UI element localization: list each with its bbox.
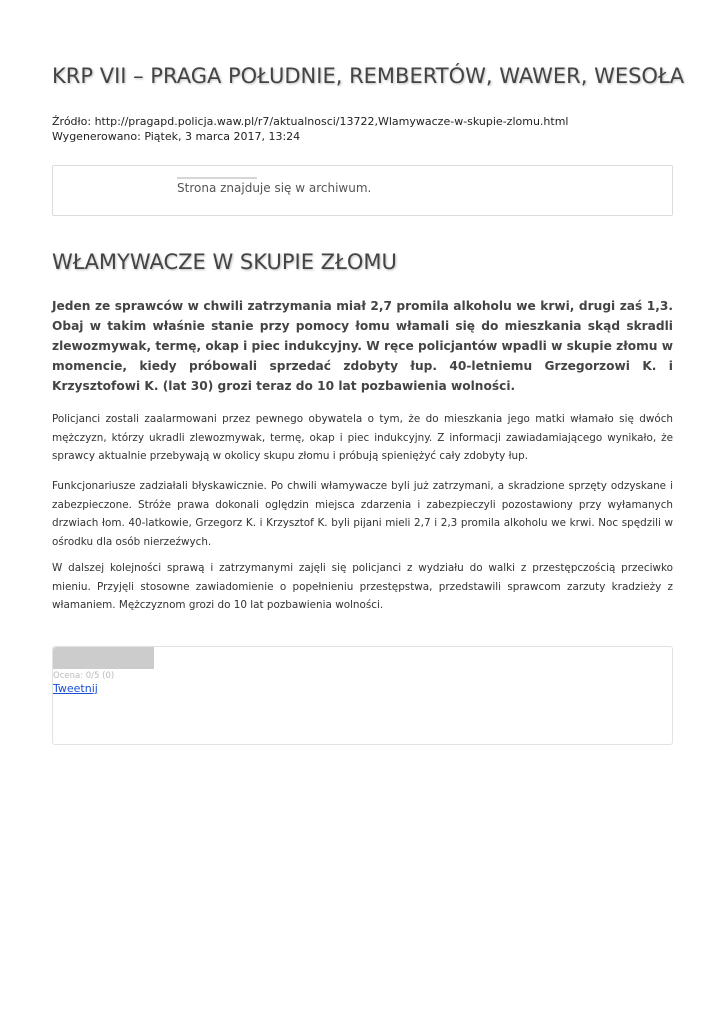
- archive-notice-box: [52, 165, 673, 216]
- article-lead: Jeden ze sprawców w chwili zatrzymania miał 2,7 promila alkoholu we krwi, drugi zaś 1,3. Obaj w takim właśnie stanie przy pomocy łomu włamali się do mieszkania skąd skradli zlewozmywak, termę, okap i piec indukcyjny. W ręce policjantów wpadli w skupie złomu w momencie, kiedy próbowali sprzedać zdobyty łup. 40-letniemu Grzegorzowi K. i Krzysztofowi K. (lat 30) grozi teraz do 10 lat pozbawienia wolności.: [52, 299, 673, 393]
- article-paragraph-3: W dalszej kolejności sprawą i zatrzymanymi zajęli się policjanci z wydziału do walki z przestępczością przeciwko mieniu. Przyjęli stosowne zawiadomienie o popełnieniu przestępstwa, przedstawili sprawcom zarzuty kradzieży z włamaniem. Mężczyznom grozi do 10 lat pozbawienia wolności.: [52, 562, 673, 611]
- article-title: WŁAMYWACZE W SKUPIE ZŁOMU: [52, 250, 397, 274]
- article-paragraph-2: Funkcjonariusze zadziałali błyskawicznie. Po chwili włamywacze byli już zatrzymani, a skradzione sprzęty odzyskane i zabezpieczone. Stróże prawa dokonali oględzin miejsca zdarzenia i zabezpieczyli pozostawiony przy wyłamanych drzwiach łom. 40-latkowie, Grzegorz K. i Krzysztof K. byli pijani mieli 2,7 i 2,3 promila alkoholu we krwi. Noc spędzili w ośrodku dla osób nierzeźwych.: [52, 480, 673, 548]
- archive-notice-divider: [177, 177, 257, 179]
- rating-box: [52, 646, 673, 745]
- source-url: Źródło: http://pragapd.policja.waw.pl/r7/aktualnosci/13722,Wlamywacze-w-skupie-zlomu.html: [52, 115, 569, 128]
- rating-stars-bar[interactable]: [53, 647, 154, 669]
- site-title: KRP VII – PRAGA POŁUDNIE, REMBERTÓW, WAWER, WESOŁA: [52, 64, 685, 88]
- archive-notice-text: Strona znajduje się w archiwum.: [177, 181, 372, 195]
- rating-text: Ocena: 0/5 (0): [53, 671, 115, 681]
- article-paragraph-1: Policjanci zostali zaalarmowani przez pewnego obywatela o tym, że do mieszkania jego matki włamało się dwóch mężczyzn, którzy ukradli zlewozmywak, termę, okap i piec indukcyjny. Z informacji zawiadamiającego wynikało, że sprawcy aktualnie przebywają w okolicy skupu złomu i próbują spieniężyć cały zdobyty łup.: [52, 413, 673, 462]
- generated-date: Wygenerowano: Piątek, 3 marca 2017, 13:24: [52, 130, 301, 143]
- document-meta: [52, 114, 673, 144]
- tweet-link[interactable]: Tweetnij: [53, 682, 98, 695]
